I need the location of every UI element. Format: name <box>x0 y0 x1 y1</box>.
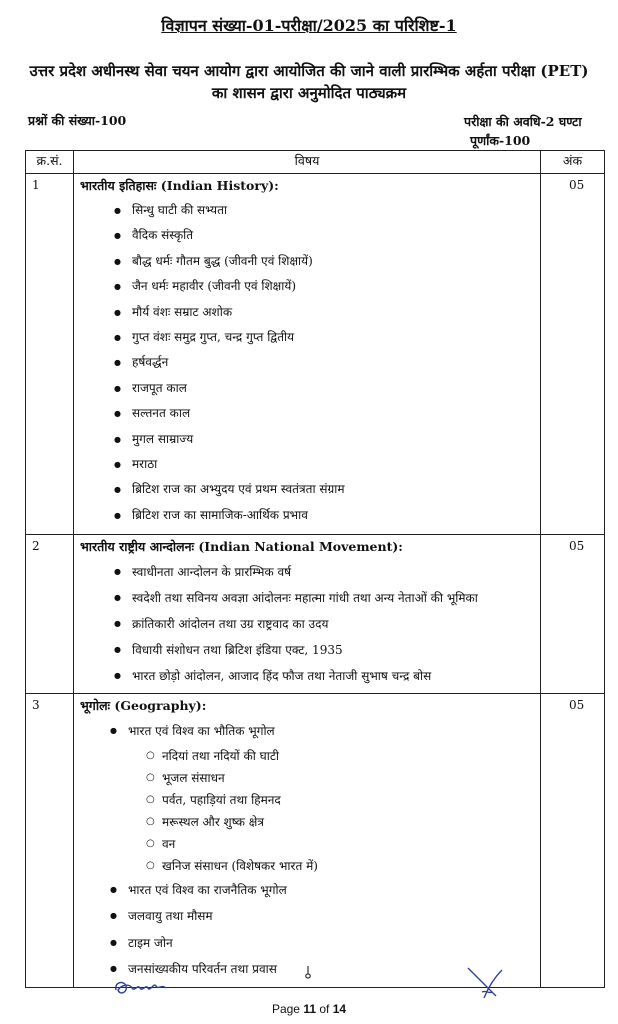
list-item: ● जलवायु तथा मौसम <box>110 903 534 930</box>
header-marks: अंक <box>541 151 605 174</box>
topic-list <box>80 198 534 528</box>
list-item: ● क्रांतिकारी आंदोलन तथा उग्र राष्ट्रवाद का उदय <box>114 611 534 637</box>
document-title: विज्ञापन संख्या-01-परीक्षा/2025 का परिशिष्ट-1 <box>161 16 457 35</box>
sub-list-item: ○ नदियां तथा नदियों की घाटी <box>146 745 534 767</box>
page-label: Page <box>271 1002 300 1016</box>
table-row-national-movement <box>26 535 605 694</box>
page-total: 14 <box>332 1002 347 1016</box>
row-subject <box>74 694 541 988</box>
of-label: of <box>319 1002 330 1016</box>
row-marks: 05 <box>541 694 605 988</box>
list-item: ● हर्षवर्द्धन <box>114 350 534 375</box>
table-row-history <box>26 174 605 535</box>
row-subject <box>74 535 541 694</box>
row-serial: 1 <box>26 174 74 535</box>
header-subject: विषय <box>74 151 541 174</box>
signature-left <box>112 976 172 1000</box>
list-item: ● सिन्धु घाटी की सभ्यता <box>114 198 534 223</box>
row-serial: 3 <box>26 694 74 988</box>
section-title: भारतीय राष्ट्रीय आन्दोलनः (Indian National Movement): <box>80 539 403 554</box>
list-item: ● जनसांख्यकीय परिवर्तन तथा प्रवास <box>110 956 534 983</box>
list-item: ● भारत एवं विश्व का भौतिक भूगोल <box>110 718 534 745</box>
sub-list-item: ○ पर्वत, पहाड़ियां तथा हिमनद <box>146 789 534 811</box>
syllabus-table <box>25 150 605 988</box>
question-count: प्रश्नों की संख्या-100 <box>28 113 127 128</box>
sub-list-item: ○ मरूस्थल और शुष्क क्षेत्र <box>146 811 534 833</box>
table-header-row <box>26 151 605 174</box>
list-item: ● भारत एवं विश्व का राजनैतिक भूगोल <box>110 877 534 904</box>
list-item: ● मराठा <box>114 452 534 477</box>
list-item: ● स्वाधीनता आन्दोलन के प्रारम्भिक वर्ष <box>114 559 534 585</box>
page-number: 11 <box>303 1002 316 1016</box>
row-serial: 2 <box>26 535 74 694</box>
signature-right <box>462 962 512 1002</box>
list-item: ● वैदिक संस्कृति <box>114 223 534 248</box>
list-item: ● बौद्ध धर्मः गौतम बुद्ध (जीवनी एवं शिक्षायें) <box>114 249 534 274</box>
section-title: भारतीय इतिहासः (Indian History): <box>80 178 279 193</box>
exam-meta <box>464 112 582 150</box>
topic-list <box>80 559 534 689</box>
list-item: ● ब्रिटिश राज का अभ्युदय एवं प्रथम स्वतंत्रता संग्राम <box>114 477 534 502</box>
heading-line-2: का शासन द्वारा अनुमोदित पाठ्यक्रम <box>211 84 407 102</box>
list-item: ● मुगल साम्राज्य <box>114 427 534 452</box>
list-item: ● मौर्य वंशः सम्राट अशोक <box>114 300 534 325</box>
topic-list <box>80 718 534 745</box>
row-marks: 05 <box>541 174 605 535</box>
list-item: ● ब्रिटिश राज का सामाजिक-आर्थिक प्रभाव <box>114 503 534 528</box>
sub-list-item: ○ भूजल संसाधन <box>146 767 534 789</box>
row-marks: 05 <box>541 535 605 694</box>
list-item: ● विधायी संशोधन तथा ब्रिटिश इंडिया एक्ट, 1935 <box>114 637 534 663</box>
list-item: ● राजपूत काल <box>114 376 534 401</box>
list-item: ● भारत छोड़ो आंदोलन, आजाद हिंद फौज तथा नेताजी सुभाष चन्द्र बोस <box>114 663 534 689</box>
heading-line-1: उत्तर प्रदेश अधीनस्थ सेवा चयन आयोग द्वारा आयोजित की जाने वाली प्रारम्भिक अर्हता परीक्षा (PET) <box>29 62 589 80</box>
header-serial: क्र.सं. <box>26 151 74 174</box>
section-title: भूगोलः (Geography): <box>80 698 207 713</box>
list-item: ● गुप्त वंशः समुद्र गुप्त, चन्द्र गुप्त द्वितीय <box>114 325 534 350</box>
exam-duration: परीक्षा की अवधि-2 घण्टा <box>464 114 582 129</box>
sub-list-item: ○ वन <box>146 833 534 855</box>
small-mark <box>302 964 314 980</box>
list-item: ● स्वदेशी तथा सविनय अवज्ञा आंदोलनः महात्मा गांधी तथा अन्य नेताओं की भूमिका <box>114 585 534 611</box>
document-heading <box>20 60 598 104</box>
page-footer <box>0 1002 618 1016</box>
list-item: ● टाइम जोन <box>110 930 534 957</box>
list-item: ● सल्तनत काल <box>114 401 534 426</box>
sub-list-item: ○ खनिज संसाधन (विशेषकर भारत में) <box>146 855 534 877</box>
subtopic-list <box>80 745 534 877</box>
table-row-geography <box>26 694 605 988</box>
total-marks: पूर्णांक-100 <box>470 133 531 148</box>
list-item: ● जैन धर्मः महावीर (जीवनी एवं शिक्षायें) <box>114 274 534 299</box>
row-subject <box>74 174 541 535</box>
